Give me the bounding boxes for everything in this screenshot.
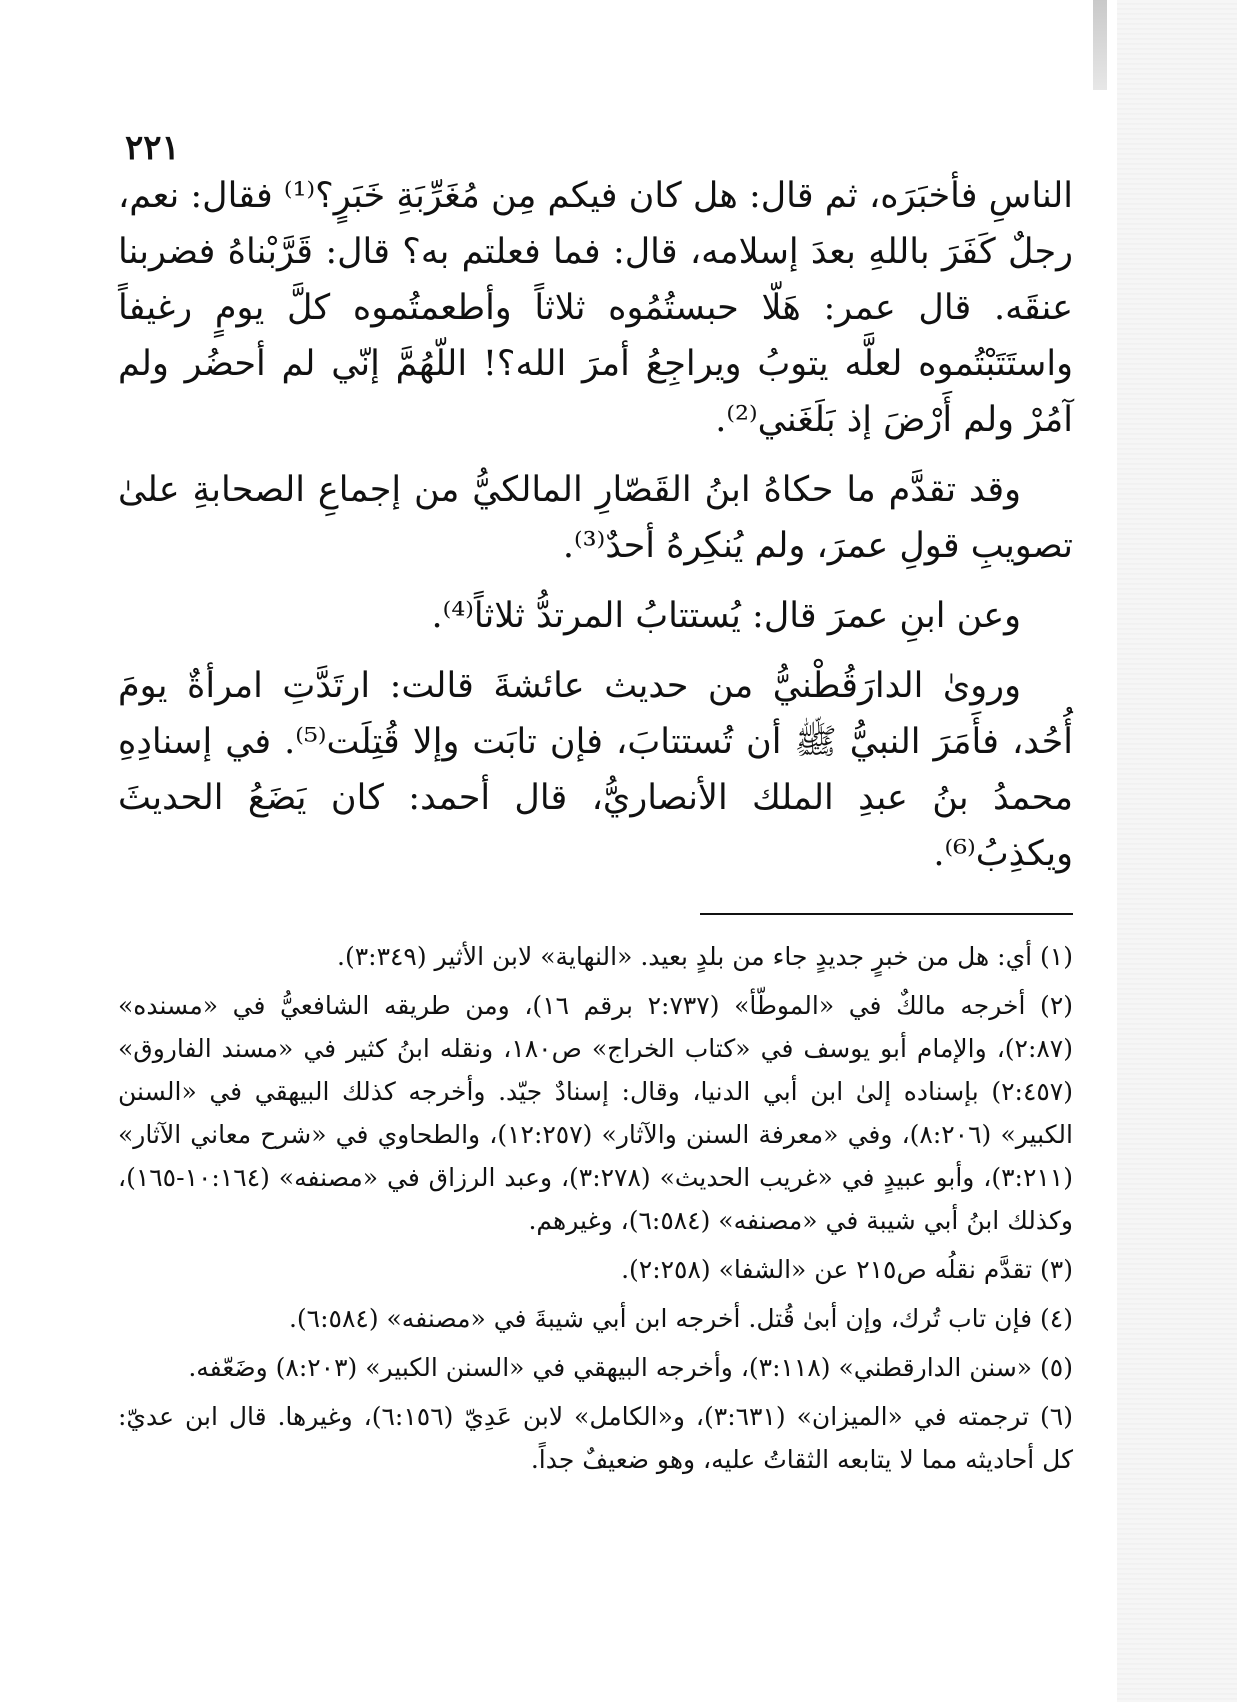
body-paragraph-1: الناسِ فأخبَرَه، ثم قال: هل كان فيكم مِن مُغَرِّبَةِ خَبَرٍ؟⁽¹⁾ فقال: نعم، رجلٌ كَفَرَ باللهِ بعدَ إسلامه، قال: فما فعلتم به؟ قال: قَرَّبْناهُ فضربنا عنقَه. قال عمر: هَلّا حبستُمُوه ثلاثاً وأطعمتُموه كلَّ يومٍ رغيفاً واستَتَبْتُموه لعلَّه يتوبُ ويراجِعُ أمرَ الله؟! اللّهُمَّ إنّي لم أحضُر ولم آمُرْ ولم أَرْضَ إذ بَلَغَني⁽²⁾. [118, 176, 1073, 440]
footnote-separator [700, 913, 1073, 915]
footnote-1: (١) أي: هل من خبرٍ جديدٍ جاء من بلدٍ بعيد. «النهاية» لابن الأثير (٣:٣٤٩). [337, 942, 1073, 971]
main-text [118, 168, 1073, 896]
body-paragraph-2: وقد تقدَّم ما حكاهُ ابنُ القَصّارِ المالكيُّ من إجماعِ الصحابةِ علىٰ تصويبِ قولِ عمرَ، ولم يُنكِرهُ أحدٌ⁽³⁾. [118, 470, 1073, 566]
footnote-5: (٥) «سنن الدارقطني» (٣:١١٨)، وأخرجه البيهقي في «السنن الكبير» (٨:٢٠٣) وضَعّفه. [188, 1353, 1073, 1382]
scan-corner-shadow [1093, 0, 1107, 90]
body-paragraph-4: وروىٰ الدارَقُطْنيُّ من حديث عائشةَ قالت: ارتَدَّتِ امرأةٌ يومَ أُحُد، فأَمَرَ النبيُّ ﷺ أن تُستتابَ، فإن تابَت وإلا قُتِلَت⁽⁵⁾. في إسنادِهِ محمدُ بنُ عبدِ الملك الأنصاريُّ، قال أحمد: كان يَضَعُ الحديثَ ويكذِبُ⁽⁶⁾. [118, 666, 1074, 874]
footnotes [118, 935, 1073, 1487]
page-number: ٢٢١ [125, 128, 180, 168]
footnote-4: (٤) فإن تاب تُرك، وإن أبىٰ قُتل. أخرجه ابن أبي شيبةَ في «مصنفه» (٦:٥٨٤). [288, 1304, 1073, 1333]
footnote-3: (٣) تقدَّم نقلُه ص٢١٥ عن «الشفا» (٢:٢٥٨). [621, 1255, 1073, 1284]
scan-margin-texture [1117, 0, 1237, 1702]
footnote-2: (٢) أخرجه مالكٌ في «الموطّأ» (٢:٧٣٧ برقم ١٦)، ومن طريقه الشافعيُّ في «مسنده» (٢:٨٧)، والإمام أبو يوسف في «كتاب الخراج» ص١٨٠، ونقله ابنُ كثير في «مسند الفاروق» (٢:٤٥٧) بإسناده إلىٰ ابن أبي الدنيا، وقال: إسنادٌ جيّد. وأخرجه كذلك البيهقي في «السنن الكبير» (٨:٢٠٦)، وفي «معرفة السنن والآثار» (١٢:٢٥٧)، والطحاوي في «شرح معاني الآثار» (٣:٢١١)، وأبو عبيدٍ في «غريب الحديث» (٣:٢٧٨)، وعبد الرزاق في «مصنفه» (١٠:١٦٤-١٦٥)، وكذلك ابنُ أبي شيبة في «مصنفه» (٦:٥٨٤)، وغيرهم. [118, 991, 1074, 1235]
footnote-6: (٦) ترجمته في «الميزان» (٣:٦٣١)، و«الكامل» لابن عَدِيّ (٦:١٥٦)، وغيرها. قال ابن عديّ: كل أحاديثه مما لا يتابعه الثقاتُ عليه، وهو ضعيفٌ جداً. [118, 1402, 1073, 1474]
body-paragraph-3: وعن ابنِ عمرَ قال: يُستتابُ المرتدُّ ثلاثاً⁽⁴⁾. [431, 596, 1021, 636]
